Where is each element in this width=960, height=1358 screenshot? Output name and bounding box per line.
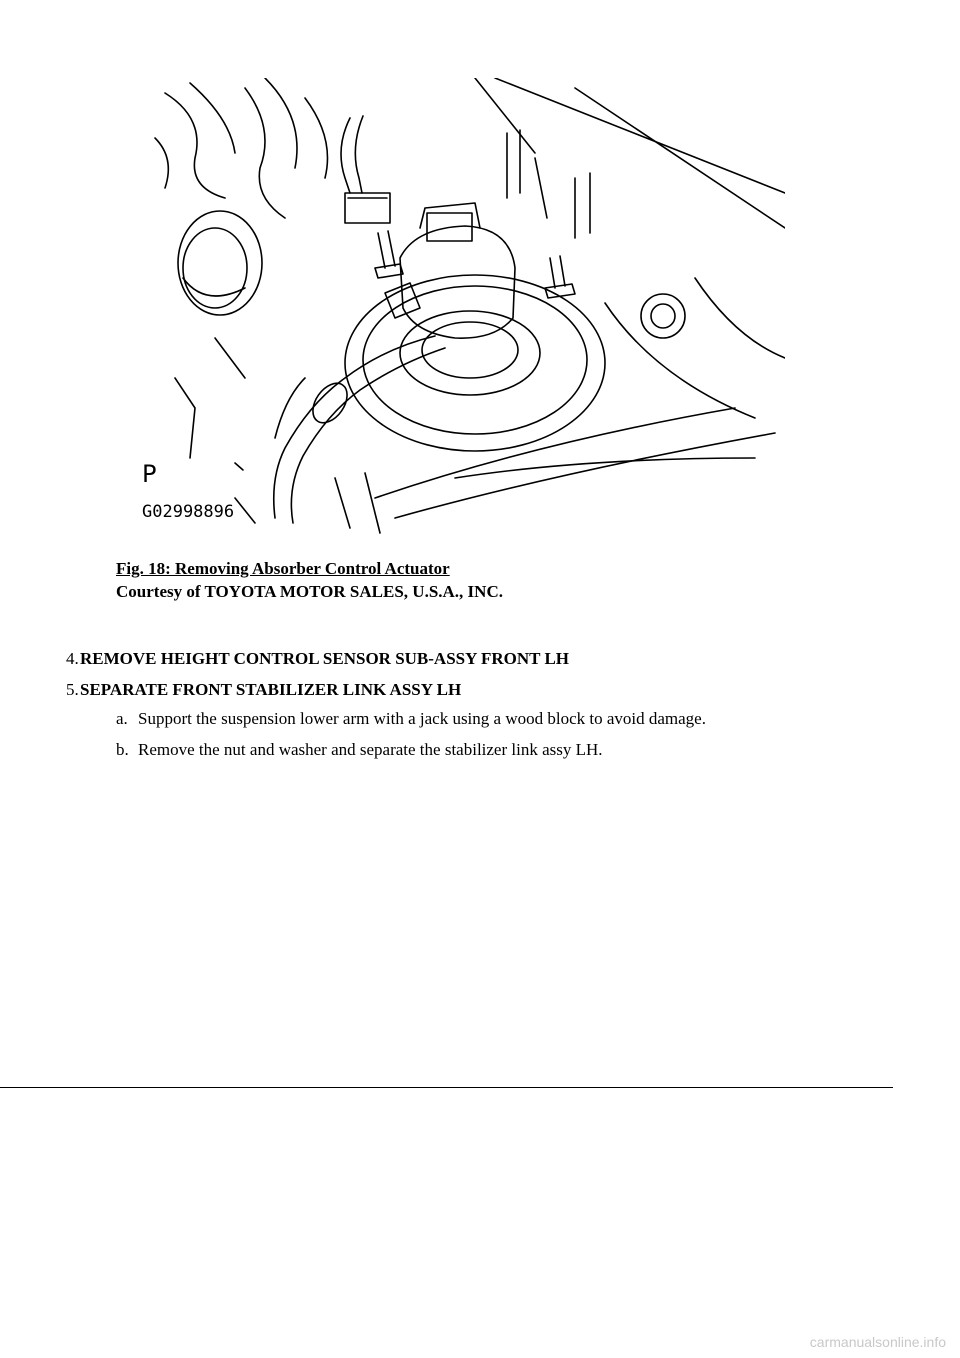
step-text: SEPARATE FRONT STABILIZER LINK ASSY LH [80, 680, 462, 699]
substep-letter: a. [116, 709, 128, 728]
figure-illustration [135, 78, 785, 538]
step-text: REMOVE HEIGHT CONTROL SENSOR SUB-ASSY FRONT LH [80, 649, 570, 668]
step-number: 4. [66, 649, 79, 668]
figure-courtesy: Courtesy of TOYOTA MOTOR SALES, U.S.A., INC. [116, 582, 503, 601]
figure-caption [116, 557, 503, 603]
substep-a [116, 709, 706, 729]
figure-code-label: G02998896 [142, 502, 235, 522]
figure-title: Fig. 18: Removing Absorber Control Actuator [116, 559, 450, 578]
watermark-text: carmanualsonline.info [809, 1334, 946, 1350]
substep-text: Support the suspension lower arm with a jack using a wood block to avoid damage. [138, 709, 706, 728]
substep-letter: b. [116, 740, 129, 759]
substep-text: Remove the nut and washer and separate the stabilizer link assy LH. [138, 740, 603, 759]
step-4 [66, 649, 569, 669]
step-number: 5. [66, 680, 79, 699]
figure-letter-label: P [142, 460, 157, 488]
footer-divider [0, 1087, 893, 1088]
substep-b [116, 740, 603, 760]
step-5 [66, 680, 461, 700]
absorber-actuator-drawing [135, 78, 785, 538]
